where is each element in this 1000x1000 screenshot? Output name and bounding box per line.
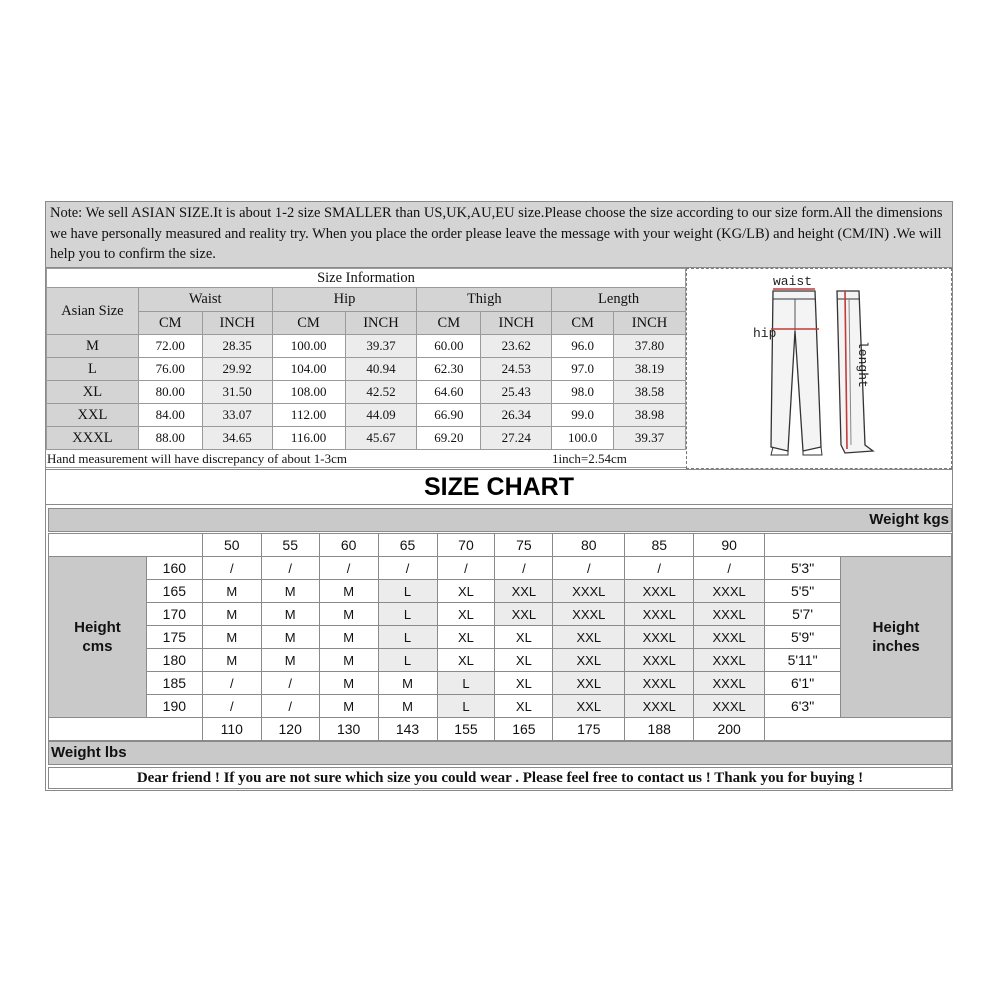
- measurement-cell: 42.52: [345, 381, 417, 404]
- pants-measurement-diagram: [686, 268, 952, 469]
- height-cm-cell: 160: [146, 557, 202, 580]
- height-row: [49, 672, 952, 695]
- unit-header: INCH: [481, 312, 552, 335]
- height-row: [49, 695, 952, 718]
- size-cell: /: [495, 557, 553, 580]
- height-inches-line1: Height: [872, 619, 920, 636]
- height-inch-cell: 5'9": [765, 626, 841, 649]
- measurement-cell: 108.00: [272, 381, 345, 404]
- length-label: lenght: [855, 341, 870, 388]
- size-info-row: [47, 358, 686, 381]
- measurement-cell: 98.0: [552, 381, 614, 404]
- unit-header: INCH: [202, 312, 272, 335]
- size-cell: /: [261, 557, 319, 580]
- height-row: [49, 580, 952, 603]
- measurement-cell: 45.67: [345, 427, 417, 450]
- height-row: [49, 649, 952, 672]
- size-info-row: [47, 335, 686, 358]
- weight-kg-cell: 85: [625, 534, 694, 557]
- height-inch-cell: 5'3": [765, 557, 841, 580]
- weight-kg-cell: 50: [202, 534, 261, 557]
- size-cell: XL: [437, 603, 495, 626]
- height-cm-cell: 190: [146, 695, 202, 718]
- height-inch-cell: 5'11": [765, 649, 841, 672]
- height-cms-line2: cms: [82, 638, 113, 655]
- measurement-cell: 72.00: [138, 335, 202, 358]
- measurement-cell: 39.37: [345, 335, 417, 358]
- height-cms-label: [49, 557, 147, 718]
- note-text: Note: We sell ASIAN SIZE.It is about 1-2 size SMALLER than US,UK,AU,EU size.Please choose the size according to our size form.All the dimensions we have personally measured and reality try. When you place the order please leave the message with your weight (KG/LB) and height (CM/IN) .We will help you to confirm the size.: [46, 202, 952, 268]
- measurement-cell: 104.00: [272, 358, 345, 381]
- size-cell: XXXL: [625, 649, 694, 672]
- weight-lbs-cell: 143: [378, 718, 437, 741]
- height-inches-line2: inches: [872, 638, 920, 655]
- size-cell: /: [202, 557, 261, 580]
- size-information-table: [46, 268, 686, 450]
- unit-header: CM: [272, 312, 345, 335]
- size-cell: /: [261, 695, 319, 718]
- size-cell: L: [437, 695, 495, 718]
- height-inches-label: [841, 557, 952, 718]
- size-cell: M: [378, 672, 437, 695]
- weight-kg-cell: 75: [495, 534, 553, 557]
- size-cell: /: [553, 557, 625, 580]
- size-cell: XXXL: [625, 626, 694, 649]
- size-cell: /: [625, 557, 694, 580]
- size-cell: /: [378, 557, 437, 580]
- measurement-cell: 40.94: [345, 358, 417, 381]
- height-inch-cell: 6'3": [765, 695, 841, 718]
- size-cell: M: [202, 626, 261, 649]
- measurement-cell: 38.58: [614, 381, 686, 404]
- size-cell: M: [319, 603, 378, 626]
- size-info-row: [47, 404, 686, 427]
- size-cell: XXXL: [694, 626, 765, 649]
- group-header-hip: Hip: [272, 288, 417, 312]
- waist-label: waist: [773, 274, 813, 289]
- group-header-thigh: Thigh: [417, 288, 552, 312]
- size-cell: XXXL: [625, 672, 694, 695]
- size-sheet: [45, 201, 953, 791]
- size-cell: M: [261, 626, 319, 649]
- measurement-cell: 84.00: [138, 404, 202, 427]
- unit-header: INCH: [614, 312, 686, 335]
- weight-lbs-cell: 188: [625, 718, 694, 741]
- weight-lbs-label: Weight lbs: [48, 741, 952, 765]
- group-header-length: Length: [552, 288, 686, 312]
- unit-header: INCH: [345, 312, 417, 335]
- size-cell: /: [261, 672, 319, 695]
- size-info-title: Size Information: [47, 269, 686, 288]
- measurement-cell: 116.00: [272, 427, 345, 450]
- height-cm-cell: 185: [146, 672, 202, 695]
- measurement-cell: 26.34: [481, 404, 552, 427]
- size-cell: M: [319, 695, 378, 718]
- height-cm-cell: 180: [146, 649, 202, 672]
- asian-size-cell: XXXL: [47, 427, 139, 450]
- weight-lbs-cell: 110: [202, 718, 261, 741]
- size-cell: /: [202, 695, 261, 718]
- measurement-cell: 38.98: [614, 404, 686, 427]
- size-cell: XL: [495, 626, 553, 649]
- size-cell: M: [261, 603, 319, 626]
- size-cell: XXL: [495, 580, 553, 603]
- asian-size-cell: L: [47, 358, 139, 381]
- group-header-waist: Waist: [138, 288, 272, 312]
- measurement-cell: 88.00: [138, 427, 202, 450]
- empty-corner-cell: [49, 534, 203, 557]
- measurement-cell: 100.00: [272, 335, 345, 358]
- size-cell: M: [319, 580, 378, 603]
- height-inch-cell: 5'5": [765, 580, 841, 603]
- size-cell: XXXL: [694, 649, 765, 672]
- size-chart-title: SIZE CHART: [46, 469, 952, 505]
- weight-kgs-label: Weight kgs: [48, 508, 952, 532]
- size-cell: XL: [495, 649, 553, 672]
- empty-corner-cell: [765, 718, 952, 741]
- size-cell: M: [319, 649, 378, 672]
- measurement-cell: 28.35: [202, 335, 272, 358]
- size-cell: M: [319, 672, 378, 695]
- inch-conversion-note: 1inch=2.54cm: [552, 451, 627, 466]
- measurement-cell: 27.24: [481, 427, 552, 450]
- size-cell: M: [261, 580, 319, 603]
- weight-lbs-cell: 200: [694, 718, 765, 741]
- size-cell: XXL: [495, 603, 553, 626]
- measurement-cell: 25.43: [481, 381, 552, 404]
- size-cell: XXXL: [694, 603, 765, 626]
- measurement-cell: 112.00: [272, 404, 345, 427]
- measurement-cell: 66.90: [417, 404, 481, 427]
- size-cell: M: [378, 695, 437, 718]
- weight-kg-cell: 90: [694, 534, 765, 557]
- size-cell: XXXL: [553, 580, 625, 603]
- measurement-cell: 99.0: [552, 404, 614, 427]
- measurement-cell: 23.62: [481, 335, 552, 358]
- size-cell: XXXL: [694, 580, 765, 603]
- size-cell: XXXL: [694, 695, 765, 718]
- size-cell: M: [202, 580, 261, 603]
- size-cell: XL: [495, 672, 553, 695]
- empty-corner-cell: [49, 718, 203, 741]
- measurement-cell: 24.53: [481, 358, 552, 381]
- height-cms-line1: Height: [74, 619, 121, 636]
- size-cell: /: [202, 672, 261, 695]
- height-inch-cell: 5'7': [765, 603, 841, 626]
- measurement-cell: 97.0: [552, 358, 614, 381]
- size-cell: XXXL: [553, 603, 625, 626]
- measurement-cell: 100.0: [552, 427, 614, 450]
- size-info-row: [47, 427, 686, 450]
- measurement-cell: 62.30: [417, 358, 481, 381]
- weight-lbs-cell: 175: [553, 718, 625, 741]
- size-cell: XXXL: [625, 603, 694, 626]
- size-cell: L: [437, 672, 495, 695]
- size-info-row: [47, 381, 686, 404]
- size-cell: XXL: [553, 649, 625, 672]
- size-cell: XXXL: [625, 695, 694, 718]
- size-cell: XL: [437, 649, 495, 672]
- height-row: [49, 603, 952, 626]
- weight-kg-cell: 70: [437, 534, 495, 557]
- asian-size-header: Asian Size: [47, 288, 139, 335]
- weight-kg-cell: 65: [378, 534, 437, 557]
- size-cell: L: [378, 580, 437, 603]
- size-cell: XL: [437, 580, 495, 603]
- measurement-cell: 80.00: [138, 381, 202, 404]
- measurement-cell: 44.09: [345, 404, 417, 427]
- measurement-cell: 34.65: [202, 427, 272, 450]
- size-cell: L: [378, 626, 437, 649]
- weight-lbs-cell: 155: [437, 718, 495, 741]
- hip-label: hip: [753, 326, 777, 341]
- measurement-cell: 29.92: [202, 358, 272, 381]
- size-cell: L: [378, 603, 437, 626]
- measurement-cell: 64.60: [417, 381, 481, 404]
- size-cell: XL: [437, 626, 495, 649]
- height-row: [49, 557, 952, 580]
- weight-kg-cell: 60: [319, 534, 378, 557]
- measurement-cell: 39.37: [614, 427, 686, 450]
- size-cell: M: [202, 649, 261, 672]
- asian-size-cell: M: [47, 335, 139, 358]
- asian-size-cell: XL: [47, 381, 139, 404]
- height-row: [49, 626, 952, 649]
- unit-header: CM: [138, 312, 202, 335]
- height-cm-cell: 175: [146, 626, 202, 649]
- weight-kg-cell: 80: [553, 534, 625, 557]
- height-inch-cell: 6'1": [765, 672, 841, 695]
- empty-corner-cell: [765, 534, 952, 557]
- measurement-cell: 60.00: [417, 335, 481, 358]
- measurement-cell: 69.20: [417, 427, 481, 450]
- weight-lbs-cell: 120: [261, 718, 319, 741]
- size-cell: XXL: [553, 695, 625, 718]
- pants-illustration: [687, 269, 951, 468]
- size-cell: /: [437, 557, 495, 580]
- thank-you-message: Dear friend ! If you are not sure which size you could wear . Please feel free to contact us ! Thank you for buying !: [48, 767, 952, 789]
- size-cell: M: [261, 649, 319, 672]
- measurement-cell: 33.07: [202, 404, 272, 427]
- size-cell: XXL: [553, 672, 625, 695]
- kg-header-row: [49, 534, 952, 557]
- size-cell: M: [202, 603, 261, 626]
- size-cell: M: [319, 626, 378, 649]
- measurement-cell: 38.19: [614, 358, 686, 381]
- size-cell: XXXL: [694, 672, 765, 695]
- unit-header: CM: [417, 312, 481, 335]
- size-cell: /: [319, 557, 378, 580]
- weight-lbs-cell: 165: [495, 718, 553, 741]
- size-cell: /: [694, 557, 765, 580]
- height-cm-cell: 165: [146, 580, 202, 603]
- measurement-cell: 96.0: [552, 335, 614, 358]
- asian-size-cell: XXL: [47, 404, 139, 427]
- size-cell: XXXL: [625, 580, 694, 603]
- size-chart-table: [48, 533, 952, 741]
- size-cell: L: [378, 649, 437, 672]
- lbs-row: [49, 718, 952, 741]
- size-cell: XXL: [553, 626, 625, 649]
- size-cell: XL: [495, 695, 553, 718]
- discrepancy-note: Hand measurement will have discrepancy of about 1-3cm: [47, 451, 347, 466]
- weight-kg-cell: 55: [261, 534, 319, 557]
- measurement-cell: 37.80: [614, 335, 686, 358]
- height-cm-cell: 170: [146, 603, 202, 626]
- measurement-cell: 31.50: [202, 381, 272, 404]
- size-info-footnote: [46, 449, 686, 468]
- unit-header: CM: [552, 312, 614, 335]
- weight-lbs-cell: 130: [319, 718, 378, 741]
- measurement-cell: 76.00: [138, 358, 202, 381]
